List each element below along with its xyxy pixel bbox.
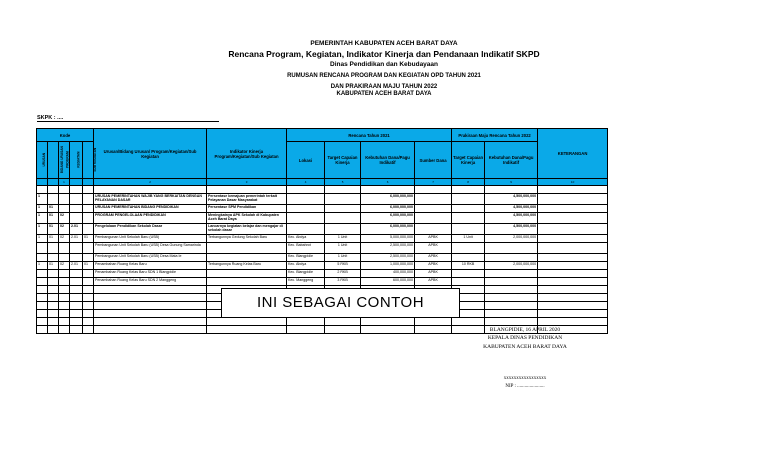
- header-line-1: PEMERINTAH KABUPATEN ACEH BARAT DAYA: [310, 40, 458, 47]
- cell-sumber: APBK: [415, 235, 452, 243]
- cell-indikator: Lancarnya kegiatan belajar dan mengajar di sekolah dasar: [207, 224, 287, 235]
- index-cell: 9: [485, 179, 538, 186]
- col-lokasi: Lokasi: [287, 142, 325, 179]
- cell-k4: [70, 278, 83, 286]
- cell-pagu2: 4,500,000,000: [485, 205, 538, 213]
- header-line-6: KABUPATEN ACEH BARAT DAYA: [336, 91, 432, 97]
- cell-k5: 01: [83, 235, 94, 243]
- cell-target: 1 Unit: [325, 235, 361, 243]
- cell-k2: 01: [48, 224, 59, 235]
- cell-pagu: 1,000,000,000: [361, 262, 415, 270]
- cell-target2: [452, 194, 485, 205]
- cell-indikator: Terbangunnya Gedung Sekolah Baru: [207, 235, 287, 243]
- cell-k3: 02: [59, 224, 70, 235]
- cell-k3: [59, 278, 70, 286]
- cell-k4: [70, 194, 83, 205]
- index-cell: 8: [452, 179, 485, 186]
- header-line-3: Dinas Pendidikan dan Kebudayaan: [330, 61, 438, 68]
- cell-indikator: [207, 254, 287, 262]
- cell-pagu2: 2,000,000,000: [485, 262, 538, 270]
- cell-indikator: [207, 270, 287, 278]
- col-kode-sub: SUB KEGIATAN: [83, 142, 94, 179]
- cell-k2: 01: [48, 262, 59, 270]
- index-cell: 4: [287, 179, 325, 186]
- cell-target: 1 Unit: [325, 243, 361, 254]
- header-line-4: RUMUSAN RENCANA PROGRAM DAN KEGIATAN OPD TAHUN 2021: [287, 73, 481, 79]
- cell-sumber: APBK: [415, 262, 452, 270]
- signature-title-1: KEPALA DINAS PENDIDIKAN: [487, 335, 563, 341]
- cell-k1: [37, 278, 48, 286]
- cell-target: 3 RKB: [325, 278, 361, 286]
- table-row: [37, 270, 608, 278]
- header-title: Rencana Program, Kegiatan, Indikator Kinerja dan Pendanaan Indikatif SKPD: [228, 49, 540, 59]
- index-cell: [83, 179, 94, 186]
- index-cell: 10: [538, 179, 608, 186]
- spacer-row: [37, 186, 608, 194]
- cell-pagu2: 2,000,000,000: [485, 235, 538, 243]
- cell-indikator: Meningkatnya APK Sekolah di Kabupaten Aceh Barat Daya: [207, 213, 287, 224]
- cell-pagu: 600,000,000: [361, 278, 415, 286]
- cell-target: [325, 194, 361, 205]
- cell-indikator: [207, 243, 287, 254]
- cell-target2: [452, 224, 485, 235]
- cell-lokasi: Kec. Abdya: [287, 262, 325, 270]
- cell-k3: [59, 194, 70, 205]
- cell-uraian: Pengelolaan Pendidikan Sekolah Dasar: [94, 224, 207, 235]
- cell-k5: [83, 224, 94, 235]
- col-indikator: Indikator Kinerja Program/Kegiatan/Sub Kegiatan: [207, 129, 287, 179]
- index-cell: 7: [415, 179, 452, 186]
- cell-pagu2: [485, 270, 538, 278]
- col-target-2022: Target Capaian Kinerja: [452, 142, 485, 179]
- cell-k1: 1: [37, 213, 48, 224]
- empty-row: [37, 318, 608, 326]
- cell-k1: 1: [37, 194, 48, 205]
- cell-lokasi: Kec. Abdya: [287, 235, 325, 243]
- cell-sumber: APBK: [415, 254, 452, 262]
- cell-pagu: 2,500,000,000: [361, 243, 415, 254]
- cell-pagu2: 4,500,000,000: [485, 194, 538, 205]
- cell-k2: 01: [48, 235, 59, 243]
- cell-keterangan: [538, 254, 608, 262]
- signature-title-2: KABUPATEN ACEH BARAT DAYA: [483, 344, 567, 350]
- cell-k4: [70, 213, 83, 224]
- cell-k5: [83, 213, 94, 224]
- cell-lokasi: [287, 224, 325, 235]
- cell-target2: 1 Unit: [452, 235, 485, 243]
- cell-lokasi: [287, 205, 325, 213]
- signature-name: xxxxxxxxxxxxxxxxx: [503, 376, 547, 381]
- table-row: [37, 235, 608, 243]
- cell-keterangan: [538, 270, 608, 278]
- cell-indikator: [207, 278, 287, 286]
- cell-uraian: Pembangunan Unit Sekolah Baru (USB) Desa Gunung Samarinda: [94, 243, 207, 254]
- cell-k5: [83, 270, 94, 278]
- cell-pagu: 5,000,000,000: [361, 235, 415, 243]
- cell-lokasi: [287, 213, 325, 224]
- cell-k4: [70, 270, 83, 278]
- cell-sumber: [415, 194, 452, 205]
- cell-uraian: Pembangunan Unit Sekolah Baru (USB) Desa Mata Ie: [94, 254, 207, 262]
- index-cell: [70, 179, 83, 186]
- table-row: [37, 262, 608, 270]
- cell-k3: [59, 254, 70, 262]
- cell-pagu2: 4,500,000,000: [485, 213, 538, 224]
- cell-k5: 01: [83, 262, 94, 270]
- cell-pagu2: [485, 278, 538, 286]
- col-target: Target Capaian Kinerja: [325, 142, 361, 179]
- cell-k5: [83, 278, 94, 286]
- cell-keterangan: [538, 213, 608, 224]
- col-prakiraan: Prakiraan Maju Rencana Tahun 2022: [452, 129, 538, 142]
- cell-k2: [48, 254, 59, 262]
- cell-k4: [70, 205, 83, 213]
- cell-target2: [452, 243, 485, 254]
- cell-k2: [48, 270, 59, 278]
- cell-keterangan: [538, 194, 608, 205]
- table-row: [37, 278, 608, 286]
- cell-k5: [83, 205, 94, 213]
- cell-pagu: 6,000,000,000: [361, 213, 415, 224]
- cell-k3: 02: [59, 213, 70, 224]
- cell-uraian: Penambahan Ruang Kelas Baru SDN 2 Manggeng: [94, 278, 207, 286]
- col-sumber: Sumber Dana: [415, 142, 452, 179]
- table-row: [37, 243, 608, 254]
- cell-pagu2: [485, 243, 538, 254]
- cell-target: 5 RKB: [325, 262, 361, 270]
- cell-target: 1 Unit: [325, 254, 361, 262]
- cell-k4: [70, 243, 83, 254]
- skpk-underline: [37, 121, 219, 122]
- cell-k4: 2.01: [70, 224, 83, 235]
- index-cell: [48, 179, 59, 186]
- cell-indikator: Terbangunnya Ruang Kelas Baru: [207, 262, 287, 270]
- cell-keterangan: [538, 224, 608, 235]
- cell-indikator: Persentase kemajuan pemerintah terkait Pelayanan Dasar Masyarakat: [207, 194, 287, 205]
- cell-pagu: 400,000,000: [361, 270, 415, 278]
- cell-uraian: URUSAN PEMERINTAHAN WAJIB YANG BERKAITAN DENGAN PELAYANAN DASAR: [94, 194, 207, 205]
- cell-k3: [59, 243, 70, 254]
- cell-k3: 02: [59, 235, 70, 243]
- cell-uraian: Penambahan Ruang Kelas Baru SDN 1 Blangpidie: [94, 270, 207, 278]
- cell-keterangan: [538, 243, 608, 254]
- index-cell: 3: [207, 179, 287, 186]
- cell-sumber: [415, 205, 452, 213]
- cell-pagu: 2,500,000,000: [361, 254, 415, 262]
- table-row: [37, 224, 608, 235]
- cell-pagu: 6,000,000,000: [361, 194, 415, 205]
- watermark-sample: INI SEBAGAI CONTOH: [221, 288, 460, 318]
- cell-uraian: URUSAN PEMERINTAHAN BIDANG PENDIDIKAN: [94, 205, 207, 213]
- cell-target: [325, 205, 361, 213]
- cell-k3: 02: [59, 262, 70, 270]
- cell-target: [325, 213, 361, 224]
- cell-uraian: Pembangunan Unit Sekolah Baru (USB): [94, 235, 207, 243]
- cell-k4: [70, 254, 83, 262]
- cell-k4: 2.01: [70, 235, 83, 243]
- cell-target2: [452, 213, 485, 224]
- cell-keterangan: [538, 205, 608, 213]
- cell-lokasi: Kec. Blangpidie: [287, 254, 325, 262]
- cell-k3: [59, 205, 70, 213]
- table-row: [37, 254, 608, 262]
- index-cell: 5: [325, 179, 361, 186]
- cell-pagu: 6,000,000,000: [361, 205, 415, 213]
- signature-place-date: BLANGPIDIE, 16 APRIL 2020: [489, 327, 561, 333]
- index-cell: [37, 179, 48, 186]
- cell-keterangan: [538, 235, 608, 243]
- index-cell: 2: [94, 179, 207, 186]
- cell-k1: [37, 270, 48, 278]
- col-kode-program: PROGRAM: [59, 142, 70, 179]
- cell-keterangan: [538, 278, 608, 286]
- index-cell: 6: [361, 179, 415, 186]
- cell-target: 2 RKB: [325, 270, 361, 278]
- col-kebutuhan: Kebutuhan Dana/Pagu Indikatif: [361, 142, 415, 179]
- cell-keterangan: [538, 262, 608, 270]
- col-kode-kegiatan: KEGIATAN: [70, 142, 83, 179]
- cell-k1: [37, 243, 48, 254]
- cell-k1: 1: [37, 262, 48, 270]
- cell-k1: 1: [37, 205, 48, 213]
- cell-pagu2: 4,500,000,000: [485, 224, 538, 235]
- cell-k1: [37, 254, 48, 262]
- cell-sumber: APBK: [415, 270, 452, 278]
- col-keterangan: KETERANGAN: [538, 129, 608, 179]
- cell-uraian: PROGRAM PENGELOLAAN PENDIDIKAN: [94, 213, 207, 224]
- cell-pagu2: [485, 254, 538, 262]
- cell-k3: [59, 270, 70, 278]
- cell-uraian: Penambahan Ruang Kelas Baru: [94, 262, 207, 270]
- cell-target2: [452, 254, 485, 262]
- cell-sumber: APBK: [415, 278, 452, 286]
- cell-target2: 10 RKB: [452, 262, 485, 270]
- cell-lokasi: Kec. Blangpidie: [287, 270, 325, 278]
- cell-target: [325, 224, 361, 235]
- skpk-label: SKPK : ....: [37, 115, 64, 121]
- cell-sumber: [415, 213, 452, 224]
- cell-target2: [452, 278, 485, 286]
- cell-k4: 2.01: [70, 262, 83, 270]
- cell-indikator: Persentase SPM Pendidikan: [207, 205, 287, 213]
- table-row: [37, 205, 608, 213]
- index-cell: 1: [59, 179, 70, 186]
- table-row: [37, 213, 608, 224]
- cell-lokasi: [287, 194, 325, 205]
- cell-lokasi: Kec. Babahrot: [287, 243, 325, 254]
- col-rencana: Rencana Tahun 2021: [287, 129, 452, 142]
- table-row: [37, 194, 608, 205]
- col-kode-urusan: URUSAN: [37, 142, 48, 179]
- cell-k1: 1: [37, 224, 48, 235]
- cell-target2: [452, 205, 485, 213]
- header-line-5: DAN PRAKIRAAN MAJU TAHUN 2022: [330, 84, 438, 90]
- cell-pagu: 6,000,000,000: [361, 224, 415, 235]
- cell-k5: [83, 194, 94, 205]
- cell-k2: [48, 243, 59, 254]
- cell-lokasi: Kec. Manggeng: [287, 278, 325, 286]
- cell-k5: [83, 254, 94, 262]
- col-kode: Kode: [37, 129, 94, 142]
- cell-k2: 01: [48, 213, 59, 224]
- cell-k2: [48, 194, 59, 205]
- col-urusan: Urusan/Bidang Urusan/ Program/Kegiatan/Sub Kegiatan: [94, 129, 207, 179]
- signature-nip: NIP : ......................: [505, 384, 545, 389]
- cell-k5: [83, 243, 94, 254]
- col-kode-bidang: BIDANG URUSAN: [48, 142, 59, 179]
- cell-k2: 01: [48, 205, 59, 213]
- cell-k1: 1: [37, 235, 48, 243]
- cell-sumber: [415, 224, 452, 235]
- col-kebutuhan-2022: Kebutuhan Dana/Pagu Indikatif: [485, 142, 538, 179]
- cell-sumber: APBK: [415, 243, 452, 254]
- cell-target2: [452, 270, 485, 278]
- column-index-row: [37, 179, 608, 186]
- cell-k2: [48, 278, 59, 286]
